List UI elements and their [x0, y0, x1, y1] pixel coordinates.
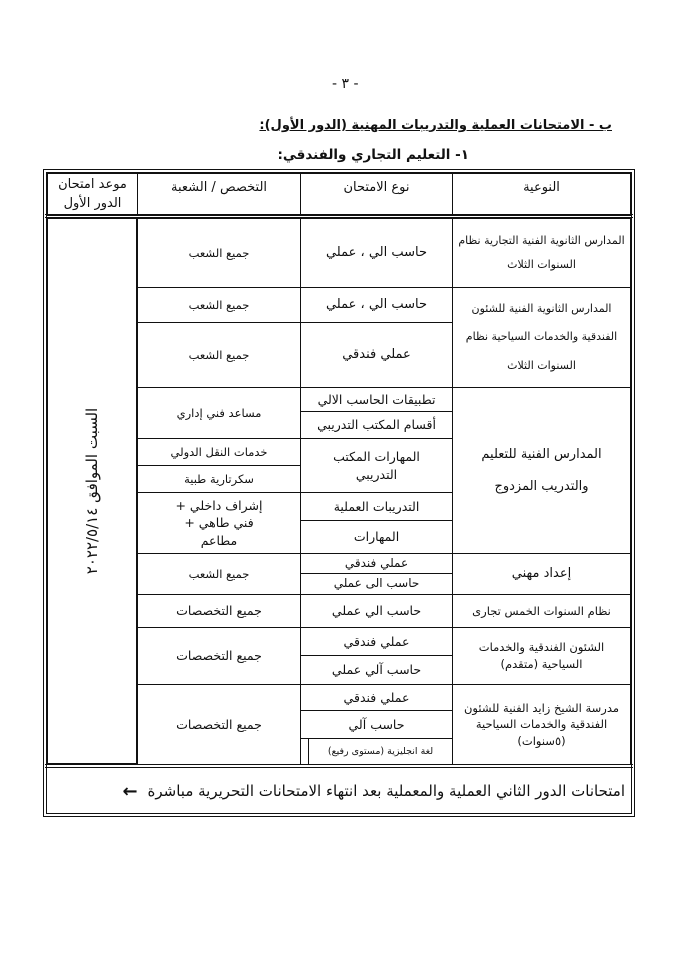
category-cell: مدرسة الشيخ زايد الفنية للشئون الفندقية والخدمات السياحية (٥سنوات)	[452, 684, 631, 765]
subsection-title: ١- التعليم التجاري والفندقي:	[277, 147, 469, 163]
category-cell: الشئون الفندقية والخدمات السياحية (متقدم)	[452, 627, 631, 685]
exam-cell: عملي فندقي	[300, 684, 453, 711]
spec-cell: جميع التخصصات	[137, 594, 301, 628]
spec-cell: جميع الشعب	[137, 322, 301, 388]
footer-note-row	[47, 769, 631, 813]
exam-cell: حاسب الي ، عملي	[300, 218, 453, 288]
spec-cell: جميع الشعب	[137, 287, 301, 323]
category-cell: نظام السنوات الخمس تجارى	[452, 594, 631, 628]
exam-cell: حاسب آلي	[300, 710, 453, 739]
spec-cell: مساعد فني إداري	[137, 387, 301, 439]
exam-cell: عملي فندقي	[300, 627, 453, 656]
exam-cell: تطبيقات الحاسب الالي	[300, 387, 453, 412]
page-number: - ٣ -	[332, 76, 359, 92]
exam-date: السبت الموافق ٢٠٢٢/٥/١٤	[82, 407, 101, 575]
exam-cell: عملي فندقي	[300, 553, 453, 574]
exam-cell: حاسب الي ، عملي	[300, 287, 453, 323]
exam-cell: أقسام المكتب التدريبي	[300, 411, 453, 439]
spec-cell: جميع الشعب	[137, 218, 301, 288]
spec-cell: خدمات النقل الدولي	[137, 438, 301, 466]
spec-cell: إشراف داخلي + فني طاهي + مطاعم	[137, 492, 301, 554]
header-category: النوعية	[452, 173, 631, 216]
category-cell: المدارس الثانوية الفنية التجارية نظام السنوات الثلاث	[452, 218, 631, 288]
spec-cell: جميع التخصصات	[137, 627, 301, 685]
footer-note: امتحانات الدور الثاني العملية والمعملية بعد انتهاء الامتحانات التحريرية مباشرة	[147, 782, 625, 800]
exam-cell: حاسب الى عملي	[300, 573, 453, 595]
header-specialization: التخصص / الشعبة	[137, 173, 301, 216]
exam-date-cell	[47, 218, 137, 764]
header-exam-type: نوع الامتحان	[300, 173, 453, 216]
spec-cell: جميع الشعب	[137, 553, 301, 595]
footer-divider	[45, 764, 633, 768]
exam-cell: لغة انجليزية (مستوى رفيع)	[308, 738, 453, 765]
category-cell: المدارس الفنية للتعليم والتدريب المزدوج	[452, 387, 631, 554]
spec-cell: سكرتارية طبية	[137, 465, 301, 493]
exam-cell: عملي فندقي	[300, 322, 453, 388]
section-title: ب - الامتحانات العملية والتدريبات المهنية (الدور الأول):	[259, 118, 612, 133]
exam-cell: حاسب الي عملي	[300, 594, 453, 628]
exam-cell: حاسب آلي عملي	[300, 655, 453, 685]
exam-cell: المهارات	[300, 520, 453, 554]
header-date: موعد امتحان الدور الأول	[47, 173, 138, 216]
exam-cell: المهارات المكتب التدريبي	[300, 438, 453, 493]
exam-cell: التدريبات العملية	[300, 492, 453, 521]
arrow-left-icon: ←	[122, 780, 138, 802]
category-cell: إعداد مهني	[452, 553, 631, 595]
category-cell: المدارس الثانوية الفنية للشئون الفندقية والخدمات السياحية نظام السنوات الثلاث	[452, 287, 631, 388]
spec-cell: جميع التخصصات	[137, 684, 301, 765]
